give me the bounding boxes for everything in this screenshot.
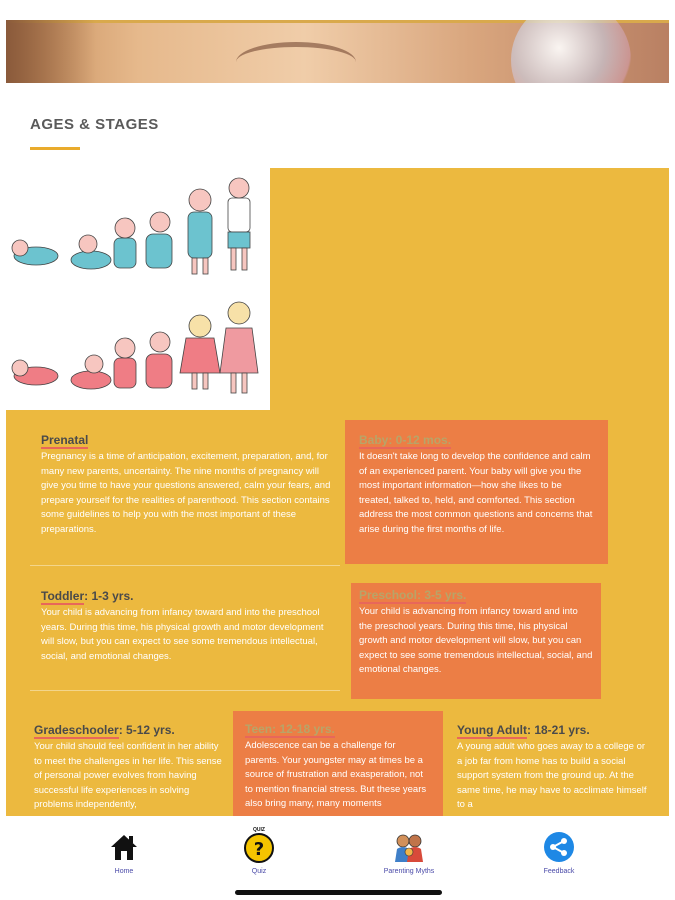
- card-teen-body: Adolescence can be a challenge for parents. Your youngster may at times be a source of frustration and exasperation, not to mention financial stress. But these years also bring many, many moments: [245, 740, 427, 809]
- card-young-adult[interactable]: [457, 722, 647, 816]
- page-title: AGES & STAGES: [30, 116, 159, 133]
- card-baby-title: Baby: 0-12 mos.: [359, 433, 452, 447]
- card-gradeschooler-body: Your child should feel confident in her ability to meet the challenges in her life. This sense of personal power evolves from having successful life experiences in solving problems independently,: [34, 741, 222, 810]
- tab-parenting-myths[interactable]: [364, 830, 454, 875]
- boys-row: [12, 178, 250, 274]
- card-young-adult-title: Young Adult: 18-21 yrs.: [457, 723, 590, 737]
- card-preschool-title: Preschool: 3-5 yrs.: [359, 588, 467, 602]
- card-young-adult-body: A young adult who goes away to a college or a job far from home has to build a social support system from the ground up. At the same time, he may have to acclimate himself to a: [457, 741, 647, 810]
- baby-growth-svg: [6, 168, 270, 410]
- tab-parenting-myths-label: Parenting Myths: [383, 868, 435, 875]
- share-icon: [542, 830, 576, 864]
- tab-feedback-label: Feedback: [543, 868, 575, 875]
- tab-quiz-label: Quiz: [251, 868, 267, 875]
- bottom-tab-bar: [0, 816, 675, 900]
- home-indicator[interactable]: [235, 890, 442, 895]
- card-gradeschooler-title: Gradeschooler: 5-12 yrs.: [34, 723, 175, 737]
- baby-growth-illustration: [6, 168, 270, 410]
- tab-feedback[interactable]: [514, 830, 604, 875]
- divider: [30, 565, 340, 566]
- parents-icon: [392, 830, 426, 864]
- card-toddler-title: Toddler: 1-3 yrs.: [41, 589, 134, 603]
- svg-text:?: ?: [253, 839, 265, 860]
- card-prenatal[interactable]: [41, 432, 333, 537]
- card-baby[interactable]: [345, 420, 608, 564]
- card-gradeschooler[interactable]: [34, 722, 224, 813]
- card-baby-body: It doesn't take long to develop the confidence and calm of an experienced parent. Your baby will give you the most important information—how she likes to be treated, talked to, held, and comforted. This section address the most common questions and concerns that arise during the first months of life.: [359, 451, 593, 535]
- tab-home[interactable]: [79, 830, 169, 875]
- card-preschool[interactable]: [351, 583, 601, 699]
- divider: [30, 690, 340, 691]
- card-toddler[interactable]: [41, 588, 333, 664]
- card-toddler-body: Your child is advancing from infancy toward and into the preschool years. During this time, his physical growth and motor development will slow, but you can expect to see some tremendous intellectual, social, and emotional changes.: [41, 607, 324, 662]
- card-teen[interactable]: [233, 711, 443, 816]
- quiz-badge-text: QUIZ: [253, 827, 265, 833]
- card-prenatal-title: Prenatal: [41, 433, 89, 447]
- card-preschool-body: Your child is advancing from infancy toward and into the preschool years. During this time, his physical growth and motor development will slow, but you can expect to see some tremendous intellectual, social, and emotional changes.: [359, 606, 593, 675]
- girls-row: [12, 302, 258, 393]
- tab-quiz[interactable]: [214, 827, 304, 875]
- hero-eye-shape: [236, 42, 356, 82]
- card-teen-title: Teen: 12-18 yrs.: [245, 722, 335, 736]
- quiz-icon: [242, 827, 276, 864]
- hero-banner-image: [6, 20, 669, 83]
- card-prenatal-body: Pregnancy is a time of anticipation, excitement, preparation, and, for many new parents, uncertainty. The nine months of pregnancy will give you time to have your questions answered, calm your fears, and prepare yourself for the realities of parenthood. This section contains some guidelines to help you with the most important of these preparations.: [41, 451, 331, 535]
- hero-hair-shape: [6, 20, 96, 83]
- tab-home-label: Home: [114, 868, 134, 875]
- title-underline: [30, 147, 80, 150]
- home-icon: [107, 830, 141, 864]
- hero-bubble-shape: [511, 20, 631, 83]
